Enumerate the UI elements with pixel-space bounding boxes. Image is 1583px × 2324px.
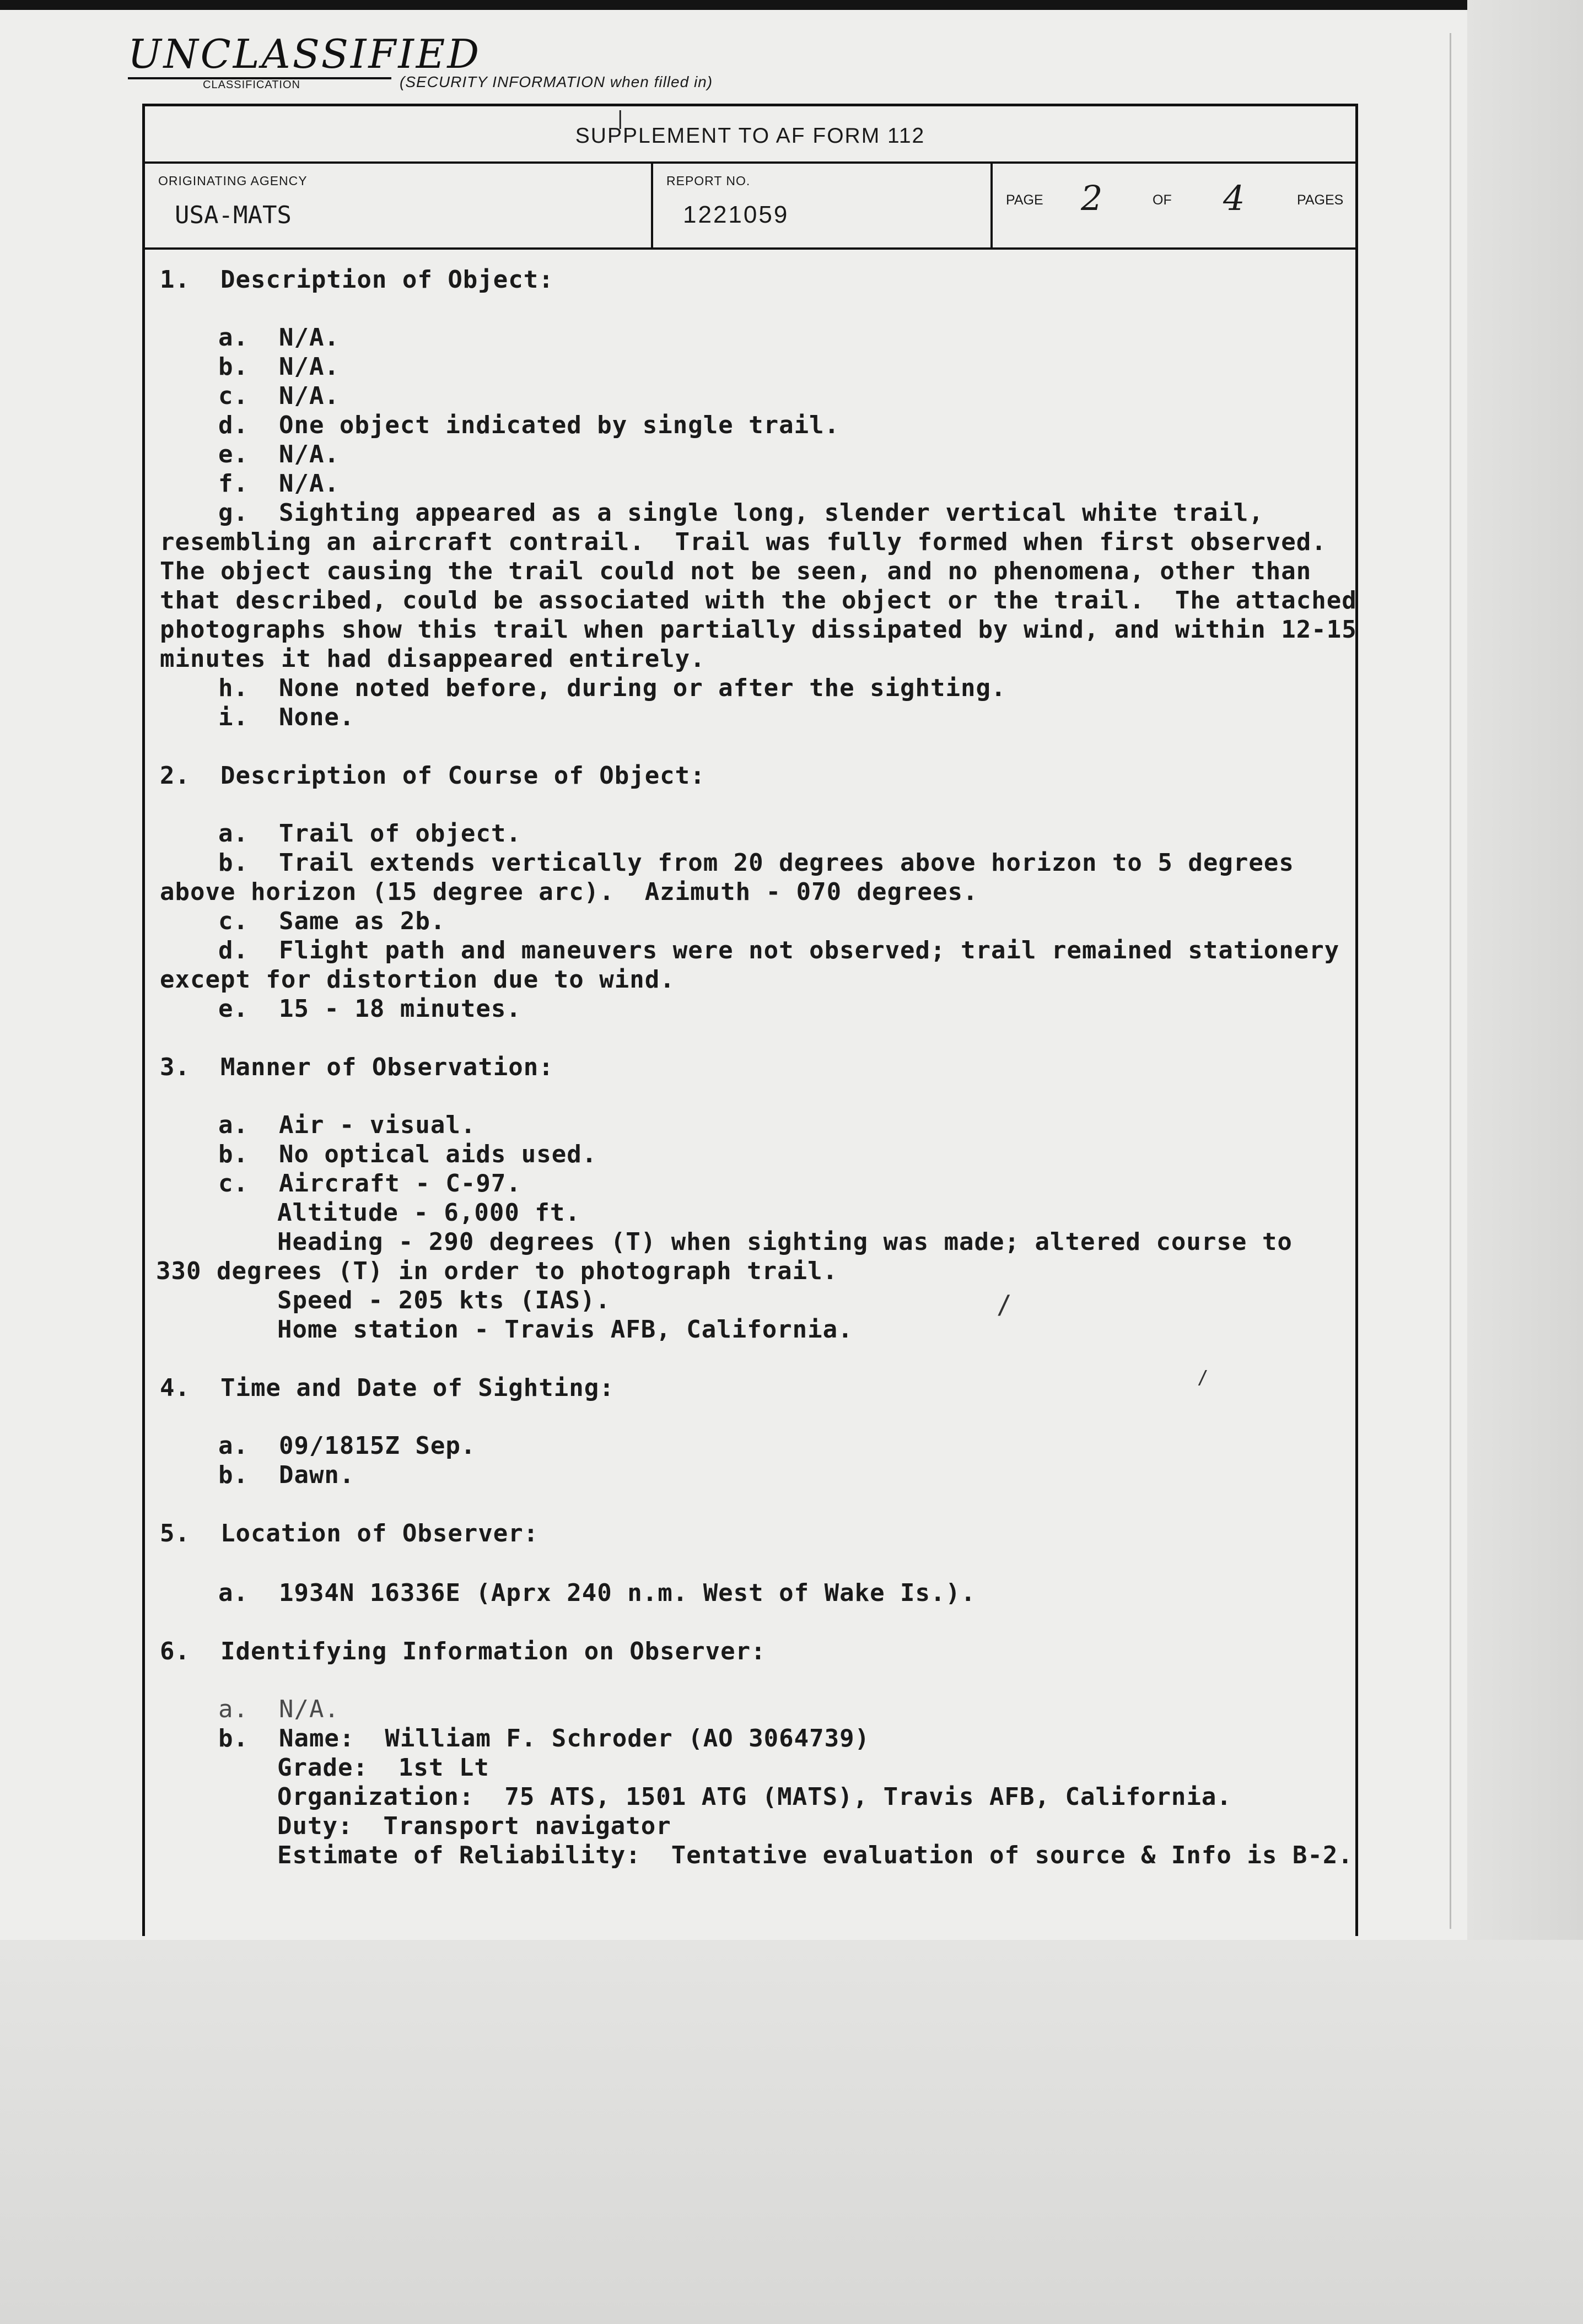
scan-top-border [0, 0, 1583, 10]
stray-mark: / [1197, 1367, 1209, 1389]
body-line: Organization: 75 ATS, 1501 ATG (MATS), Travis AFB, California. [277, 1783, 1232, 1811]
body-line: Grade: 1st Lt [277, 1754, 489, 1782]
classification-marking: UNCLASSIFIED [128, 32, 391, 79]
body-line: minutes it had disappeared entirely. [160, 645, 706, 673]
body-line: i. None. [218, 703, 355, 731]
scan-bottom-margin [0, 1940, 1583, 2324]
body-line: b. Dawn. [218, 1461, 355, 1489]
body-line: d. One object indicated by single trail. [218, 411, 840, 439]
tick-mark: | [615, 107, 626, 130]
body-line: Speed - 205 kts (IAS). [277, 1286, 611, 1314]
originating-agency-label: ORIGINATING AGENCY [158, 174, 308, 188]
body-line: Heading - 290 degrees (T) when sighting was made; altered course to [277, 1228, 1293, 1256]
body-line: a. N/A. [218, 1695, 340, 1723]
section-heading: 2. Description of Course of Object: [160, 762, 706, 790]
body-line: g. Sighting appeared as a single long, slender vertical white trail, [218, 499, 1264, 527]
body-line: Estimate of Reliability: Tentative evaluation of source & Info is B-2. [277, 1841, 1353, 1869]
originating-agency-cell [145, 164, 653, 247]
body-line: a. Trail of object. [218, 819, 521, 848]
page-label: PAGE [1006, 192, 1043, 208]
body-line: a. 09/1815Z Sep. [218, 1432, 476, 1460]
body-line: b. Trail extends vertically from 20 degrees above horizon to 5 degrees [218, 849, 1294, 877]
body-line: Duty: Transport navigator [277, 1812, 671, 1840]
body-line: b. N/A. [218, 353, 340, 381]
body-line: b. No optical aids used. [218, 1140, 597, 1168]
body-line: Altitude - 6,000 ft. [277, 1199, 580, 1227]
report-number-value: 1221059 [683, 201, 789, 228]
page-number: 2 [1081, 178, 1103, 218]
section-heading: 6. Identifying Information on Observer: [160, 1637, 766, 1665]
report-number-cell [653, 164, 993, 247]
form-title: SUPPLEMENT TO AF FORM 112 [575, 124, 925, 148]
body-line: d. Flight path and maneuvers were not observed; trail remained stationery [218, 936, 1340, 964]
body-line: c. Aircraft - C-97. [218, 1169, 521, 1198]
stray-mark: / [997, 1290, 1012, 1319]
section-heading: 3. Manner of Observation: [160, 1053, 554, 1081]
body-line: c. Same as 2b. [218, 907, 446, 935]
body-line: The object causing the trail could not be seen, and no phenomena, other than [160, 557, 1312, 585]
body-line: above horizon (15 degree arc). Azimuth - 070 degrees. [160, 878, 978, 906]
of-label: OF [1153, 192, 1172, 208]
body-line: f. N/A. [218, 470, 340, 498]
classification-label: CLASSIFICATION [203, 79, 300, 91]
body-line: resembling an aircraft contrail. Trail was fully formed when first observed. [160, 528, 1327, 556]
section-heading: 5. Location of Observer: [160, 1519, 539, 1547]
body-line: 330 degrees (T) in order to photograph trail. [156, 1257, 838, 1285]
body-line: a. 1934N 16336E (Aprx 240 n.m. West of Wake Is.). [218, 1579, 976, 1607]
form-info-row [145, 164, 1355, 250]
body-line: photographs show this trail when partially dissipated by wind, and within 12-15 [160, 616, 1357, 644]
body-line: Home station - Travis AFB, California. [277, 1315, 853, 1344]
scan-page-edge [1450, 33, 1451, 1929]
body-line: a. Air - visual. [218, 1111, 476, 1139]
security-note: (SECURITY INFORMATION when filled in) [400, 73, 713, 90]
section-heading: 4. Time and Date of Sighting: [160, 1374, 615, 1402]
section-heading: 1. Description of Object: [160, 266, 554, 294]
page-count-cell [993, 164, 1355, 247]
body-line: a. N/A. [218, 323, 340, 352]
form-title-row [145, 106, 1355, 164]
body-line: that described, could be associated with the object or the trail. The attached [160, 586, 1357, 614]
report-number-label: REPORT NO. [666, 174, 751, 188]
pages-label: PAGES [1297, 192, 1344, 208]
body-line: e. N/A. [218, 440, 340, 468]
body-line: c. N/A. [218, 382, 340, 410]
originating-agency-value: USA-MATS [175, 201, 292, 229]
body-line: h. None noted before, during or after the sighting. [218, 674, 1006, 702]
total-pages: 4 [1223, 178, 1245, 218]
body-line: b. Name: William F. Schroder (AO 3064739) [218, 1724, 870, 1753]
body-line: e. 15 - 18 minutes. [218, 995, 521, 1023]
body-line: except for distortion due to wind. [160, 966, 675, 994]
